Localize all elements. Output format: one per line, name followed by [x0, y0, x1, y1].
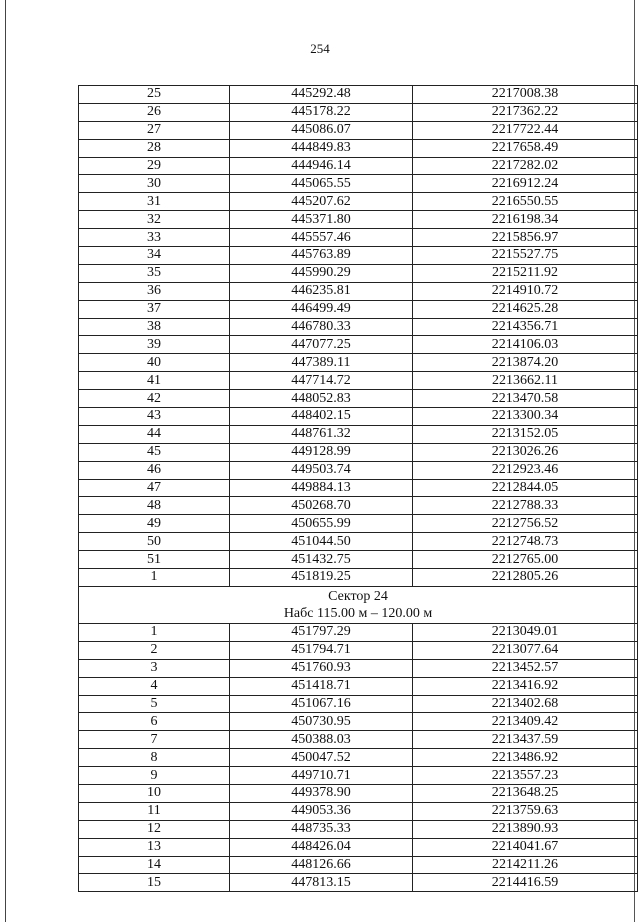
- y-coordinate-cell: 2214910.72: [413, 282, 638, 300]
- table-row: [79, 533, 638, 551]
- table-row: [79, 838, 638, 856]
- point-number-cell: 45: [79, 443, 230, 461]
- table-row: [79, 372, 638, 390]
- x-coordinate-cell: 449378.90: [230, 784, 413, 802]
- table-row: [79, 264, 638, 282]
- y-coordinate-cell: 2212788.33: [413, 497, 638, 515]
- x-coordinate-cell: 451794.71: [230, 641, 413, 659]
- x-coordinate-cell: 444946.14: [230, 157, 413, 175]
- point-number-cell: 41: [79, 372, 230, 390]
- y-coordinate-cell: 2216912.24: [413, 175, 638, 193]
- table-row: [79, 856, 638, 874]
- point-number-cell: 8: [79, 749, 230, 767]
- y-coordinate-cell: 2216198.34: [413, 211, 638, 229]
- table-row: [79, 336, 638, 354]
- x-coordinate-cell: 445178.22: [230, 103, 413, 121]
- table-row: [79, 425, 638, 443]
- point-number-cell: 33: [79, 229, 230, 247]
- table-row: [79, 515, 638, 533]
- table-row: [79, 461, 638, 479]
- x-coordinate-cell: 449503.74: [230, 461, 413, 479]
- point-number-cell: 49: [79, 515, 230, 533]
- point-number-cell: 3: [79, 659, 230, 677]
- y-coordinate-cell: 2213759.63: [413, 802, 638, 820]
- x-coordinate-cell: 449710.71: [230, 767, 413, 785]
- table-row: [79, 551, 638, 569]
- x-coordinate-cell: 445990.29: [230, 264, 413, 282]
- y-coordinate-cell: 2212844.05: [413, 479, 638, 497]
- point-number-cell: 6: [79, 713, 230, 731]
- x-coordinate-cell: 449128.99: [230, 443, 413, 461]
- section-header-row: [79, 586, 638, 623]
- y-coordinate-cell: 2213648.25: [413, 784, 638, 802]
- y-coordinate-cell: 2213077.64: [413, 641, 638, 659]
- x-coordinate-cell: 450268.70: [230, 497, 413, 515]
- table-row: [79, 247, 638, 265]
- point-number-cell: 39: [79, 336, 230, 354]
- table-row: [79, 497, 638, 515]
- point-number-cell: 36: [79, 282, 230, 300]
- x-coordinate-cell: 445292.48: [230, 86, 413, 104]
- table-row: [79, 677, 638, 695]
- y-coordinate-cell: 2213470.58: [413, 390, 638, 408]
- x-coordinate-cell: 446780.33: [230, 318, 413, 336]
- table-row: [79, 390, 638, 408]
- coordinates-table-body: [79, 86, 638, 892]
- x-coordinate-cell: 451819.25: [230, 569, 413, 587]
- table-row: [79, 354, 638, 372]
- y-coordinate-cell: 2213152.05: [413, 425, 638, 443]
- x-coordinate-cell: 448126.66: [230, 856, 413, 874]
- x-coordinate-cell: 445763.89: [230, 247, 413, 265]
- y-coordinate-cell: 2212756.52: [413, 515, 638, 533]
- y-coordinate-cell: 2213662.11: [413, 372, 638, 390]
- table-row: [79, 300, 638, 318]
- y-coordinate-cell: 2213300.34: [413, 408, 638, 426]
- point-number-cell: 30: [79, 175, 230, 193]
- table-row: [79, 282, 638, 300]
- x-coordinate-cell: 449053.36: [230, 802, 413, 820]
- table-row: [79, 802, 638, 820]
- y-coordinate-cell: 2214356.71: [413, 318, 638, 336]
- x-coordinate-cell: 445065.55: [230, 175, 413, 193]
- x-coordinate-cell: 445086.07: [230, 121, 413, 139]
- y-coordinate-cell: 2214416.59: [413, 874, 638, 892]
- y-coordinate-cell: 2213874.20: [413, 354, 638, 372]
- point-number-cell: 28: [79, 139, 230, 157]
- point-number-cell: 42: [79, 390, 230, 408]
- table-row: [79, 479, 638, 497]
- point-number-cell: 34: [79, 247, 230, 265]
- table-row: [79, 874, 638, 892]
- point-number-cell: 2: [79, 641, 230, 659]
- point-number-cell: 46: [79, 461, 230, 479]
- point-number-cell: 40: [79, 354, 230, 372]
- y-coordinate-cell: 2215527.75: [413, 247, 638, 265]
- x-coordinate-cell: 448052.83: [230, 390, 413, 408]
- section-subtitle: Набс 115.00 м – 120.00 м: [283, 605, 433, 621]
- x-coordinate-cell: 451418.71: [230, 677, 413, 695]
- table-row: [79, 623, 638, 641]
- table-row: [79, 731, 638, 749]
- table-row: [79, 211, 638, 229]
- point-number-cell: 29: [79, 157, 230, 175]
- y-coordinate-cell: 2213890.93: [413, 820, 638, 838]
- x-coordinate-cell: 451432.75: [230, 551, 413, 569]
- table-row: [79, 443, 638, 461]
- x-coordinate-cell: 445557.46: [230, 229, 413, 247]
- table-row: [79, 229, 638, 247]
- table-row: [79, 767, 638, 785]
- x-coordinate-cell: 448761.32: [230, 425, 413, 443]
- y-coordinate-cell: 2215211.92: [413, 264, 638, 282]
- point-number-cell: 51: [79, 551, 230, 569]
- y-coordinate-cell: 2212765.00: [413, 551, 638, 569]
- point-number-cell: 1: [79, 623, 230, 641]
- y-coordinate-cell: 2212805.26: [413, 569, 638, 587]
- table-row: [79, 318, 638, 336]
- x-coordinate-cell: 451044.50: [230, 533, 413, 551]
- x-coordinate-cell: 451760.93: [230, 659, 413, 677]
- x-coordinate-cell: 447389.11: [230, 354, 413, 372]
- point-number-cell: 9: [79, 767, 230, 785]
- y-coordinate-cell: 2214106.03: [413, 336, 638, 354]
- point-number-cell: 14: [79, 856, 230, 874]
- table-row: [79, 713, 638, 731]
- table-row: [79, 784, 638, 802]
- table-row: [79, 175, 638, 193]
- y-coordinate-cell: 2213416.92: [413, 677, 638, 695]
- x-coordinate-cell: 448402.15: [230, 408, 413, 426]
- section-header-cell: [79, 586, 638, 623]
- point-number-cell: 7: [79, 731, 230, 749]
- table-row: [79, 820, 638, 838]
- table-row: [79, 641, 638, 659]
- table-row: [79, 139, 638, 157]
- y-coordinate-cell: 2213437.59: [413, 731, 638, 749]
- x-coordinate-cell: 446499.49: [230, 300, 413, 318]
- y-coordinate-cell: 2217658.49: [413, 139, 638, 157]
- table-row: [79, 695, 638, 713]
- y-coordinate-cell: 2212923.46: [413, 461, 638, 479]
- x-coordinate-cell: 450047.52: [230, 749, 413, 767]
- page-edge-left: [5, 0, 6, 922]
- y-coordinate-cell: 2217008.38: [413, 86, 638, 104]
- point-number-cell: 27: [79, 121, 230, 139]
- point-number-cell: 38: [79, 318, 230, 336]
- point-number-cell: 44: [79, 425, 230, 443]
- point-number-cell: 1: [79, 569, 230, 587]
- table-row: [79, 193, 638, 211]
- x-coordinate-cell: 451797.29: [230, 623, 413, 641]
- x-coordinate-cell: 448735.33: [230, 820, 413, 838]
- point-number-cell: 48: [79, 497, 230, 515]
- table-row: [79, 157, 638, 175]
- point-number-cell: 10: [79, 784, 230, 802]
- table-row: [79, 749, 638, 767]
- table-row: [79, 86, 638, 104]
- point-number-cell: 31: [79, 193, 230, 211]
- y-coordinate-cell: 2213409.42: [413, 713, 638, 731]
- point-number-cell: 43: [79, 408, 230, 426]
- y-coordinate-cell: 2214041.67: [413, 838, 638, 856]
- point-number-cell: 12: [79, 820, 230, 838]
- coordinates-table: [78, 85, 638, 892]
- y-coordinate-cell: 2217282.02: [413, 157, 638, 175]
- x-coordinate-cell: 444849.83: [230, 139, 413, 157]
- table-row: [79, 121, 638, 139]
- x-coordinate-cell: 447813.15: [230, 874, 413, 892]
- y-coordinate-cell: 2217722.44: [413, 121, 638, 139]
- y-coordinate-cell: 2214625.28: [413, 300, 638, 318]
- y-coordinate-cell: 2213402.68: [413, 695, 638, 713]
- x-coordinate-cell: 446235.81: [230, 282, 413, 300]
- x-coordinate-cell: 449884.13: [230, 479, 413, 497]
- y-coordinate-cell: 2217362.22: [413, 103, 638, 121]
- x-coordinate-cell: 447077.25: [230, 336, 413, 354]
- point-number-cell: 4: [79, 677, 230, 695]
- x-coordinate-cell: 451067.16: [230, 695, 413, 713]
- x-coordinate-cell: 450655.99: [230, 515, 413, 533]
- point-number-cell: 47: [79, 479, 230, 497]
- y-coordinate-cell: 2213026.26: [413, 443, 638, 461]
- x-coordinate-cell: 450388.03: [230, 731, 413, 749]
- x-coordinate-cell: 447714.72: [230, 372, 413, 390]
- y-coordinate-cell: 2213486.92: [413, 749, 638, 767]
- y-coordinate-cell: 2216550.55: [413, 193, 638, 211]
- y-coordinate-cell: 2212748.73: [413, 533, 638, 551]
- table-row: [79, 569, 638, 587]
- point-number-cell: 5: [79, 695, 230, 713]
- x-coordinate-cell: 448426.04: [230, 838, 413, 856]
- y-coordinate-cell: 2213557.23: [413, 767, 638, 785]
- y-coordinate-cell: 2214211.26: [413, 856, 638, 874]
- page-number: 254: [310, 41, 330, 56]
- x-coordinate-cell: 445207.62: [230, 193, 413, 211]
- table-row: [79, 103, 638, 121]
- section-title: Сектор 24: [328, 588, 388, 604]
- point-number-cell: 13: [79, 838, 230, 856]
- point-number-cell: 25: [79, 86, 230, 104]
- point-number-cell: 37: [79, 300, 230, 318]
- x-coordinate-cell: 445371.80: [230, 211, 413, 229]
- point-number-cell: 32: [79, 211, 230, 229]
- point-number-cell: 26: [79, 103, 230, 121]
- point-number-cell: 11: [79, 802, 230, 820]
- table-row: [79, 408, 638, 426]
- y-coordinate-cell: 2215856.97: [413, 229, 638, 247]
- point-number-cell: 50: [79, 533, 230, 551]
- point-number-cell: 35: [79, 264, 230, 282]
- y-coordinate-cell: 2213452.57: [413, 659, 638, 677]
- table-row: [79, 659, 638, 677]
- x-coordinate-cell: 450730.95: [230, 713, 413, 731]
- point-number-cell: 15: [79, 874, 230, 892]
- y-coordinate-cell: 2213049.01: [413, 623, 638, 641]
